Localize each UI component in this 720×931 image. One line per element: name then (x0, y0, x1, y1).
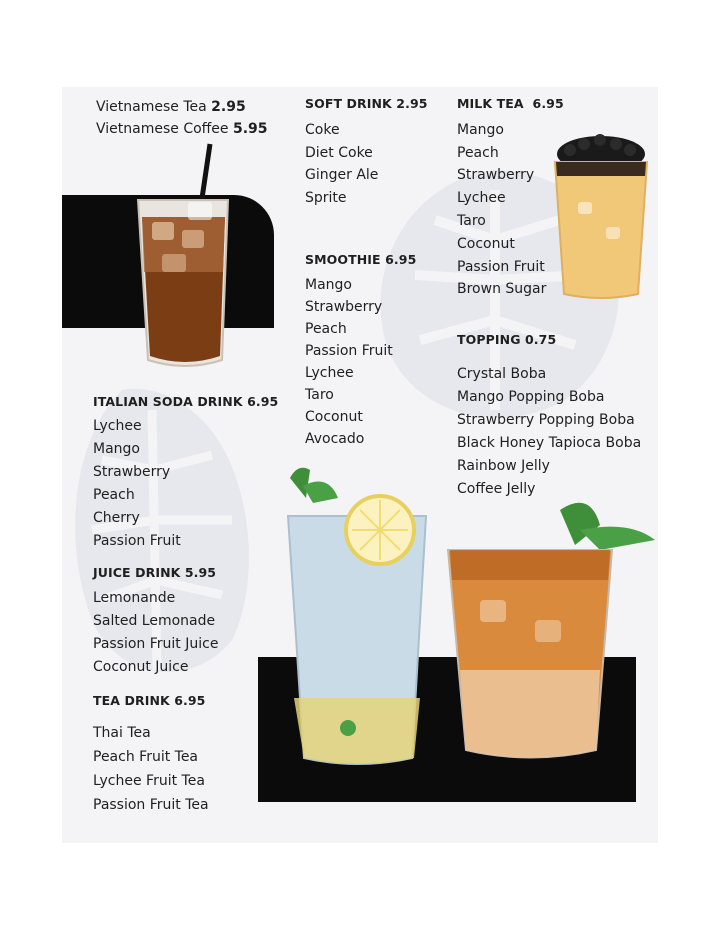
smoothie-section (305, 249, 416, 450)
section-heading: ITALIAN SODA DRINK 6.95 (93, 394, 279, 409)
menu-item: Rainbow Jelly (457, 458, 550, 474)
vietnamese-coffee-line: Vietnamese Coffee 5.95 (96, 121, 268, 137)
section-heading: JUICE DRINK 5.95 (93, 565, 217, 580)
menu-item: Diet Coke (305, 144, 373, 161)
menu-item: Taro (305, 387, 334, 403)
menu-item: Mango (93, 441, 140, 457)
menu-item: Coke (305, 121, 340, 138)
topping-section (457, 328, 641, 501)
vietnamese-prices (96, 96, 268, 140)
menu-item: Strawberry (305, 299, 383, 315)
menu-item: Coffee Jelly (457, 481, 536, 497)
menu-item: Lychee (93, 418, 142, 434)
menu-item: Lychee Fruit Tea (93, 773, 205, 789)
section-heading: SOFT DRINK 2.95 (305, 96, 428, 111)
juice-section (93, 561, 218, 679)
menu-item: Black Honey Tapioca Boba (457, 435, 642, 451)
menu-item: Crystal Boba (457, 366, 547, 382)
menu-item: Sprite (305, 190, 347, 207)
section-heading: TOPPING 0.75 (457, 332, 557, 347)
menu-item: Peach (457, 144, 499, 161)
section-heading: TEA DRINK 6.95 (93, 693, 206, 708)
soft-drink-section (305, 93, 428, 210)
menu-item: Lychee (457, 190, 506, 207)
menu-item: Passion Fruit (457, 258, 545, 275)
menu-item: Passion Fruit Juice (93, 636, 219, 652)
menu-item: Salted Lemonade (93, 613, 216, 629)
tea-section (93, 689, 209, 817)
menu-item: Strawberry (93, 464, 171, 480)
menu-item: Cherry (93, 510, 140, 526)
italian-soda-photo (258, 458, 433, 778)
menu-item: Peach Fruit Tea (93, 749, 199, 765)
menu-item: Strawberry (457, 167, 535, 184)
menu-item: Coconut (305, 409, 363, 425)
menu-item: Strawberry Popping Boba (457, 412, 635, 428)
menu-item: Lychee (305, 365, 354, 381)
menu-item: Taro (457, 212, 486, 229)
section-heading: MILK TEA 6.95 (457, 96, 564, 111)
menu-item: Mango (457, 121, 504, 138)
thai-tea-photo (440, 490, 660, 780)
menu-item: Thai Tea (93, 725, 151, 741)
menu-item: Mango Popping Boba (457, 389, 605, 405)
milk-tea-section (457, 93, 564, 301)
vietnamese-tea-line: Vietnamese Tea 2.95 (96, 99, 246, 115)
menu-item: Passion Fruit (93, 533, 181, 549)
menu-item: Peach (305, 321, 347, 337)
milk-tea-boba-photo (550, 132, 652, 302)
menu-item: Peach (93, 487, 135, 503)
menu-item: Coconut (457, 235, 515, 252)
iced-coffee-photo (130, 142, 240, 374)
menu-item: Passion Fruit (305, 343, 393, 359)
menu-item: Passion Fruit Tea (93, 797, 209, 813)
menu-item: Brown Sugar (457, 281, 547, 298)
menu-item: Lemonande (93, 590, 176, 606)
menu-item: Mango (305, 277, 352, 293)
menu-item: Avocado (305, 431, 365, 447)
italian-soda-section (93, 390, 278, 553)
menu-item: Coconut Juice (93, 659, 189, 675)
menu-item: Ginger Ale (305, 167, 379, 184)
section-heading: SMOOTHIE 6.95 (305, 252, 417, 267)
